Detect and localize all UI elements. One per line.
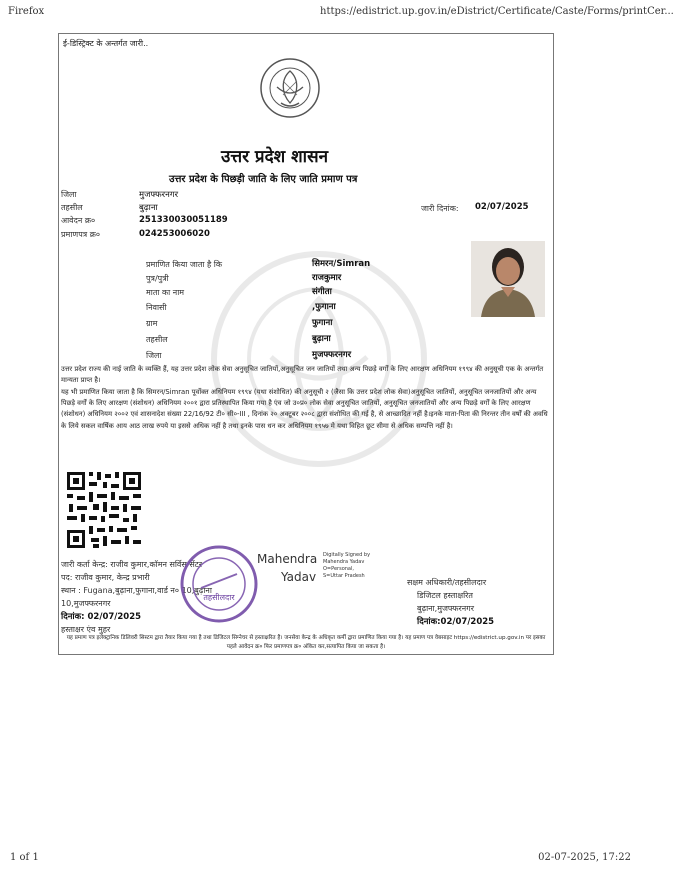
official-round-stamp-icon [179,544,259,624]
page-count: 1 of 1 [10,852,39,863]
stamp-text: तहसीलदार [203,593,235,602]
issuer-date: दिनांक: 02/07/2025 [61,612,142,622]
detail-value-village: फुगाना [312,318,333,328]
meta-value-tehsil: बुढ़ाना [139,203,158,213]
certificate-subtitle: उत्तर प्रदेश के पिछड़ी जाति के लिए जाति प्रमाण पत्र [169,174,358,185]
detail-value-district: मुजफ्फरनगर [312,350,352,360]
issue-date: 02/07/2025 [475,202,529,212]
meta-label-application-no: आवेदन क्र० [61,216,96,225]
certification-paragraph-2: यह भी प्रमाणित किया जाता है कि सिमरन/Simran पूर्वोक्त अधिनियम १९९४ (यथा संशोधित) की अनुसूची २ (जैसा कि उत्तर प्रदेश लोक सेवा)अनुसूचित जातियों, अनुसूचित जनजातियों और अन्य पिछड़े वर्गों के लिए आरक्षण (संशोधन) अधिनियम २००१ द्वारा प्रतिस्थापित किया गया है एंव जो उ०प्र० लोक सेवा अनुसूचित जातियों, अनुसूचित जनजातियों और अन्य पिछड़े वर्गों के लिए आरक्षण (संशोधन) अधिनियम २००२ एवं शासनादेश संख्या 22/16/92 टी० सी०-III , दिनांक २० अक्टूबर २००८ द्वारा संशोधित की गई है, से आच्छादित नहीं है।इनके माता-पिता की निरन्तर तीन वर्षों की अवधि के लिये सकल वार्षिक आय आठ लाख रुपये या इससे अधिक नहीं है तथा इनके पास धन कर अधिनियम १९५७ मे यथा विहित छूट सीमा से अधिक सम्पत्ति नहीं है। [61,388,548,430]
meta-value-application-no: 251330030051189 [139,215,228,225]
issue-date-label: जारी दिनांक: [421,204,459,213]
digital-sig-line: S=Uttar Pradesh [323,573,365,579]
certification-paragraph-1: उत्तर प्रदेश राज्य की नाई जाति के व्यक्ति हैं, यह उत्तर प्रदेश लोक सेवा अनुसूचित जातियों,अनुसूचित जन जातियों तथा अन्य पिछड़े वर्गों के लिए आरक्षण अधिनियम १९९४ की अनुसूची एक के अन्तर्गत मान्यता प्राप्त है। [61,365,544,385]
detail-label-district: जिला [146,351,162,360]
certificate [58,33,554,655]
detail-label-mother: माता का नाम [146,288,185,297]
issuer-center: जारी कर्ता केन्द्र: राजीव कुमार,कॉमन सर्विस सेंटर [61,560,203,569]
issuer-place: स्थान : Fugana,बुढ़ाना,फुगाना,वार्ड न० 10,बुढ़ाना [61,586,212,595]
detail-label-village: ग्राम [146,319,158,328]
meta-label-tehsil: तहसील [61,203,83,212]
detail-value-tehsil: बुढ़ाना [312,334,331,344]
meta-value-certificate-no: 024253006020 [139,229,210,239]
authority-date: दिनांक:02/07/2025 [417,617,495,627]
issuer-post: पद: राजीव कुमार, केन्द्र प्रभारी [61,573,150,582]
digital-sig-line: Digitally Signed by [323,552,371,558]
issuer-place-continued: 10,मुजफ्फरनगर [61,599,111,608]
detail-value-mother: संगीता [312,287,332,297]
digital-sig-line: O=Personal, [323,566,354,572]
digital-sig-line: Mahendra Yadav [323,559,365,565]
qr-code-icon [65,470,143,550]
signer-name-last: Yadav [281,570,317,584]
up-government-seal-icon [259,57,321,119]
verification-footnote: यह प्रमाण पत्र इलेक्ट्रानिक डिलिवरी सिस्टम द्वारा तैयार किया गया है तथा डिजिटल सिग्नेचर से हस्ताक्षरित है। जनसेवा केन्द्र के अधिकृत कर्मी द्वारा प्रमाणित किया गया है। यह प्रमाण पत्र वेबसाइट https://edistrict.up.gov.in पर इसका पहले आवेदन क्र० फिर प्रमाणपत्र क्र० अंकित कर,सत्यापित किया जा सकता है। [66,635,546,650]
detail-value-father: राजकुमार [312,273,342,283]
detail-value-name: सिमरन/Simran [312,259,371,269]
meta-label-certificate-no: प्रमाणपत्र क्र० [61,230,100,239]
detail-label-resident: निवासी [146,303,167,312]
detail-value-resident: ,फुगाना [312,302,336,312]
issuer-sign-seal-label: हस्ताक्षर एंव मुहर [61,625,111,634]
browser-app-name: Firefox [8,6,45,17]
detail-label-certified: प्रमाणित किया जाता है कि [146,260,223,269]
meta-label-district: जिला [61,190,77,199]
applicant-photo [471,241,545,317]
digital-signature-block [323,552,370,580]
authority-location: बुढ़ाना,मुजफ्फरनगर [417,604,474,613]
detail-label-tehsil: तहसील [146,335,168,344]
print-timestamp: 02-07-2025, 17:22 [538,852,631,863]
detail-label-child-of: पुत्र/पुत्री [146,274,169,283]
authority-title: सक्षम अधिकारी/तहसीलदार [407,578,487,587]
portal-note: ई-डिस्ट्रिक्ट के अन्तर्गत जारी.. [63,39,149,48]
page-url: https://edistrict.up.gov.in/eDistrict/Certificate/Caste/Forms/printCer... [320,6,674,17]
signer-name-first: Mahendra [257,552,318,566]
authority-digital-signed: डिजिटल हस्ताक्षरित [417,591,473,600]
meta-value-district: मुजफ्फरनगर [139,190,179,200]
certificate-title: उत्तर प्रदेश शासन [221,147,329,167]
